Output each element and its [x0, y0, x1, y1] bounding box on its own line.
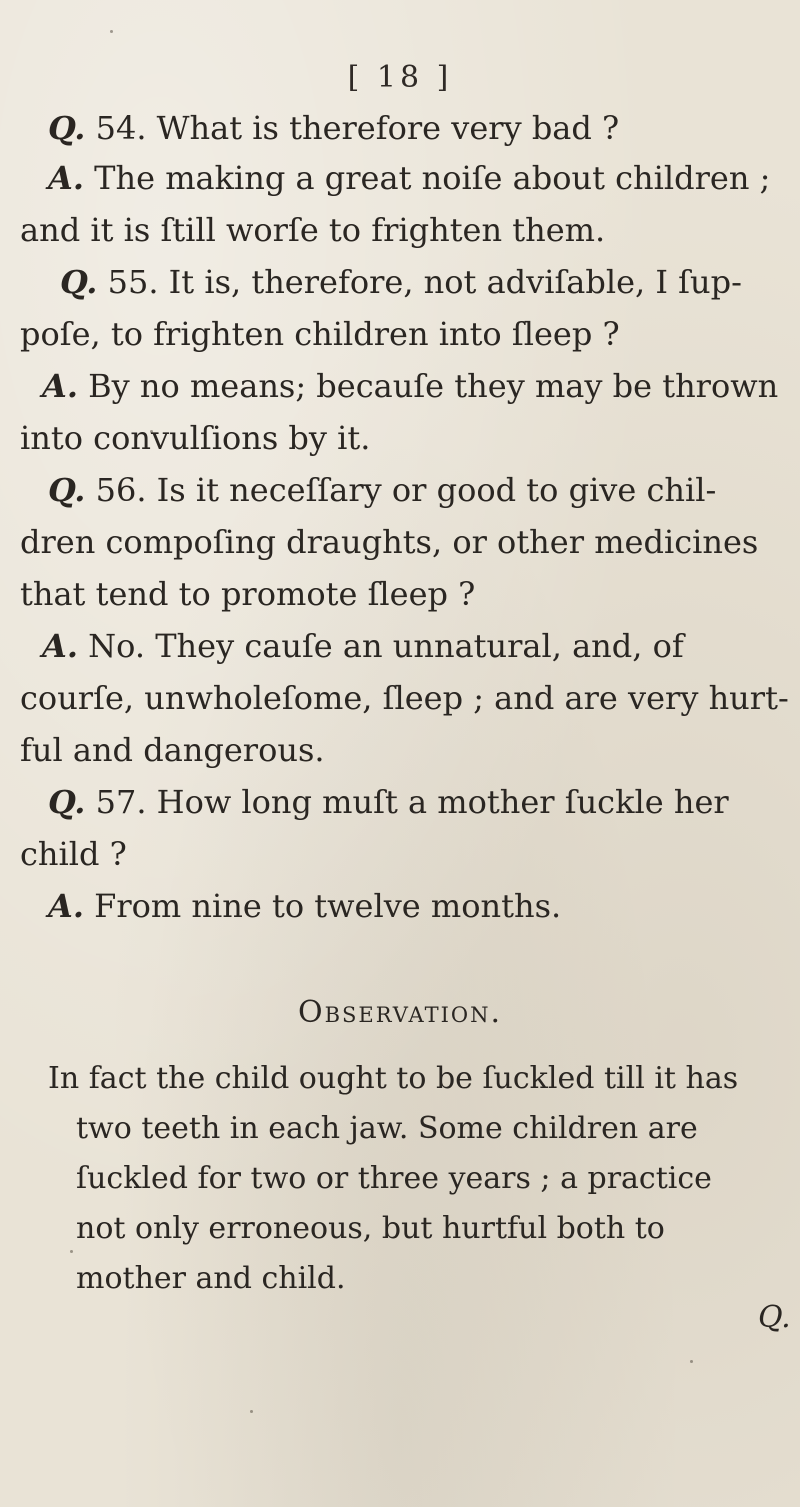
line-text: child ?: [20, 835, 127, 873]
text-line: [48, 886, 561, 926]
observation-line: ſuckled for two or three years ; a practice: [76, 1161, 712, 1196]
observation-line: In fact the child ought to be ſuckled till it has: [48, 1061, 739, 1096]
text-line: [42, 366, 778, 406]
answer-marker: A.: [42, 627, 78, 665]
line-text: 57. How long muſt a mother ſuckle her: [85, 783, 729, 821]
text-line: [42, 626, 684, 666]
line-text: 55. It is, therefore, not adviſable, I ſup-: [97, 263, 742, 301]
paper-speck: [70, 1250, 73, 1253]
text-line: [20, 210, 605, 250]
line-text: dren compoſing draughts, or other medicines: [20, 523, 759, 561]
paper-speck: [110, 30, 113, 33]
line-text: that tend to promote ſleep ?: [20, 575, 476, 613]
line-text: By no means; becauſe they may be thrown: [77, 367, 779, 405]
line-text: No. They cauſe an unnatural, and, of: [77, 627, 684, 665]
line-text: courſe, unwholeſome, ſleep ; and are very hurt-: [20, 679, 789, 717]
text-line: [20, 730, 325, 770]
paper-speck: [250, 1410, 253, 1413]
answer-marker: A.: [42, 367, 78, 405]
question-marker: Q.: [48, 783, 86, 821]
line-text: ful and dangerous.: [20, 731, 325, 769]
text-line: [48, 782, 729, 822]
line-text: poſe, to frighten children into ſleep ?: [20, 315, 620, 353]
line-text: The making a great noiſe about children ;: [83, 159, 771, 197]
text-line: [20, 678, 789, 718]
text-line: [20, 418, 370, 458]
text-line: [60, 262, 742, 302]
observation-line: not only erroneous, but hurtful both to: [76, 1211, 665, 1246]
observation-line: two teeth in each jaw. Some children are: [76, 1111, 698, 1146]
observation-line: mother and child.: [76, 1261, 346, 1296]
question-marker: Q.: [48, 109, 86, 147]
answer-marker: A.: [48, 887, 84, 925]
observation-heading: Observation.: [298, 995, 502, 1030]
line-text: 56. Is it neceſſary or good to give chil-: [85, 471, 717, 509]
line-text: into convulſions by it.: [20, 419, 371, 457]
question-marker: Q.: [48, 471, 86, 509]
line-text: From nine to twelve months.: [83, 887, 562, 925]
text-line: [48, 108, 619, 148]
catchword: Q.: [758, 1300, 791, 1335]
line-text: 54. What is therefore very bad ?: [85, 109, 620, 147]
text-line: [20, 522, 758, 562]
page-number: [ 18 ]: [347, 60, 453, 95]
text-line: [20, 314, 620, 354]
paper-speck: [150, 430, 153, 433]
question-marker: Q.: [60, 263, 98, 301]
text-line: [48, 470, 716, 510]
paper-speck: [690, 1360, 693, 1363]
text-line: [20, 574, 475, 614]
text-line: [20, 834, 127, 874]
answer-marker: A.: [48, 159, 84, 197]
text-line: [48, 158, 770, 198]
line-text: and it is ſtill worſe to frighten them.: [20, 211, 606, 249]
